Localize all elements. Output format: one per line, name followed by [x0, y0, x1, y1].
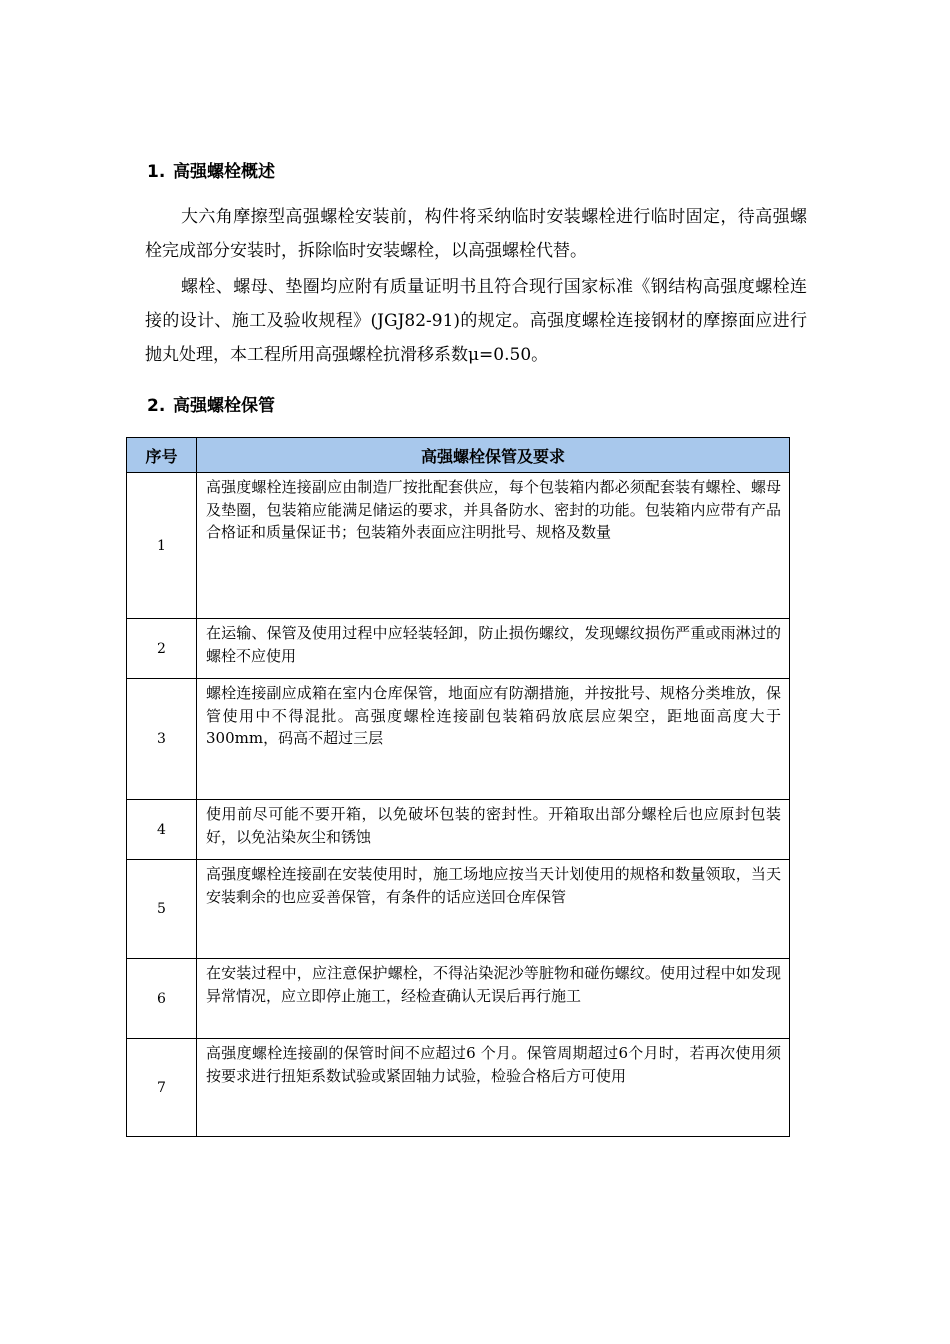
row-requirement: 螺栓连接副应成箱在室内仓库保管，地面应有防潮措施，并按批号、规格分类堆放，保管使用中不得混批。高强度螺栓连接副包装箱码放底层应架空，距地面高度大于300mm，码高不超过三层 [197, 679, 790, 800]
row-requirement: 高强度螺栓连接副的保管时间不应超过6 个月。保管周期超过6个月时，若再次使用须按要求进行扭矩系数试验或紧固轴力试验，检验合格后方可使用 [197, 1039, 790, 1137]
row-requirement: 高强度螺栓连接副应由制造厂按批配套供应，每个包装箱内都必须配套装有螺栓、螺母及垫圈，包装箱应能满足储运的要求，并具备防水、密封的功能。包装箱内应带有产品合格证和质量保证书；包装箱外表面应注明批号、规格及数量 [197, 473, 790, 619]
column-header-no: 序号 [127, 438, 197, 473]
table-row [127, 679, 790, 800]
table-row [127, 619, 790, 679]
section-number: 2. [147, 396, 166, 416]
section-title: 高强螺栓保管 [173, 396, 275, 416]
table-row [127, 860, 790, 959]
row-number: 4 [127, 800, 197, 860]
row-requirement: 在运输、保管及使用过程中应轻装轻卸，防止损伤螺纹，发现螺纹损伤严重或雨淋过的螺栓不应使用 [197, 619, 790, 679]
section-heading-overview [147, 160, 275, 184]
row-number: 6 [127, 959, 197, 1039]
table-header-row [127, 438, 790, 473]
row-requirement: 高强度螺栓连接副在安装使用时，施工场地应按当天计划使用的规格和数量领取，当天安装剩余的也应妥善保管，有条件的话应送回仓库保管 [197, 860, 790, 959]
storage-requirements-table [126, 437, 790, 1137]
row-number: 3 [127, 679, 197, 800]
column-header-requirements: 高强螺栓保管及要求 [197, 438, 790, 473]
section-heading-storage [147, 394, 275, 418]
table-row [127, 800, 790, 860]
row-number: 5 [127, 860, 197, 959]
table-row [127, 959, 790, 1039]
table-row [127, 473, 790, 619]
section-number: 1. [147, 162, 166, 182]
row-number: 2 [127, 619, 197, 679]
section-title: 高强螺栓概述 [173, 162, 275, 182]
row-requirement: 使用前尽可能不要开箱，以免破坏包装的密封性。开箱取出部分螺栓后也应原封包装好，以免沾染灰尘和锈蚀 [197, 800, 790, 860]
paragraph: 螺栓、螺母、垫圈均应附有质量证明书且符合现行国家标准《钢结构高强度螺栓连接的设计、施工及验收规程》(JGJ82-91)的规定。高强度螺栓连接钢材的摩擦面应进行抛丸处理，本工程所用高强螺栓抗滑移系数μ=0.50。 [145, 277, 807, 365]
row-number: 7 [127, 1039, 197, 1137]
row-number: 1 [127, 473, 197, 619]
table-row [127, 1039, 790, 1137]
row-requirement: 在安装过程中，应注意保护螺栓，不得沾染泥沙等脏物和碰伤螺纹。使用过程中如发现异常情况，应立即停止施工，经检查确认无误后再行施工 [197, 959, 790, 1039]
paragraph: 大六角摩擦型高强螺栓安装前，构件将采纳临时安装螺栓进行临时固定，待高强螺栓完成部分安装时，拆除临时安装螺栓，以高强螺栓代替。 [145, 207, 807, 261]
